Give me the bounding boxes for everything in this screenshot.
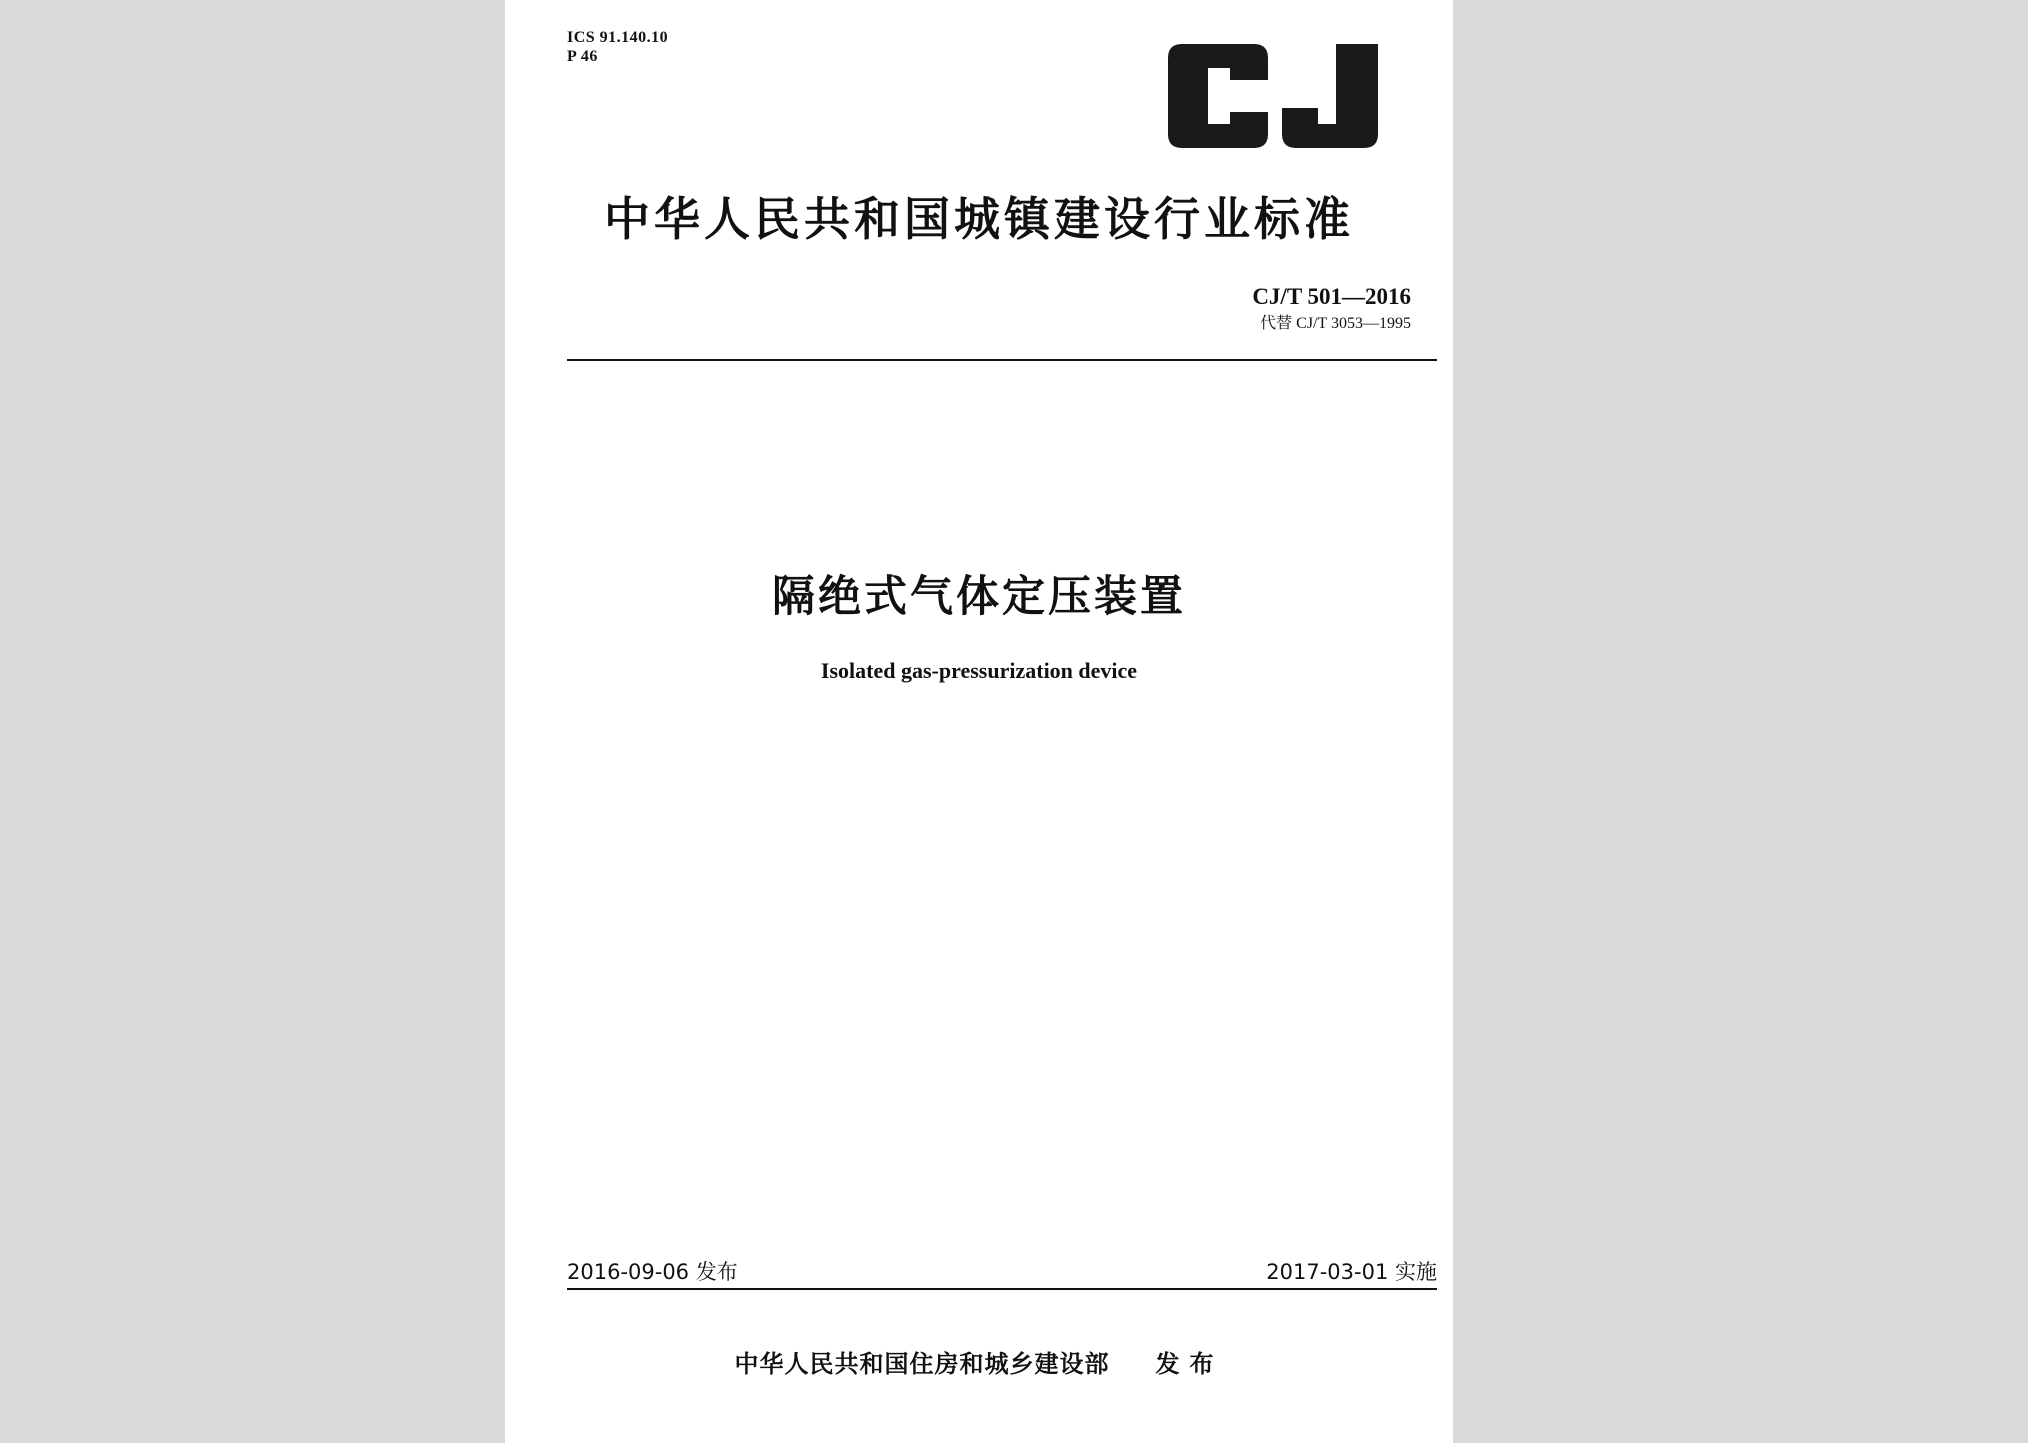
effective-date: 2017-03-01 实施 (1266, 1260, 1437, 1284)
issue-date: 2016-09-06 发布 (567, 1260, 738, 1284)
standard-number: CJ/T 501—2016 (1252, 284, 1411, 309)
publish-label: 发布 (1155, 1350, 1224, 1378)
standard-cover-page (505, 0, 1453, 1443)
classification-codes (567, 28, 668, 66)
title-english: Isolated gas-pressurization device (820, 658, 1138, 683)
title-chinese: 隔绝式气体定压装置 (772, 572, 1186, 622)
header-divider (567, 359, 1437, 361)
publisher-name: 中华人民共和国住房和城乡建设部 (734, 1350, 1110, 1378)
publisher-row (505, 1344, 1453, 1379)
ics-code: ICS 91.140.10 (567, 29, 669, 46)
footer-divider (567, 1288, 1437, 1290)
cj-logo (1168, 44, 1378, 148)
org-title: 中华人民共和国城镇建设行业标准 (604, 192, 1354, 246)
replaces-standard: 代替 CJ/T 3053—1995 (1260, 315, 1411, 332)
ccs-code: P 46 (567, 48, 598, 65)
